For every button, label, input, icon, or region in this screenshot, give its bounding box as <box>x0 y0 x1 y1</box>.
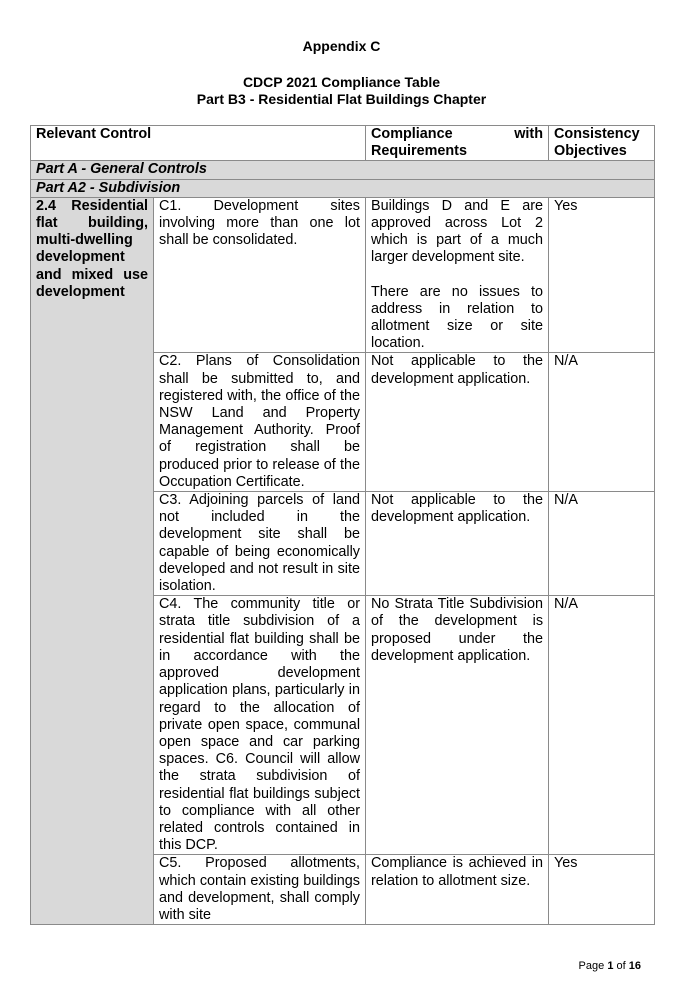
page-of: of <box>616 960 626 972</box>
table-row <box>31 197 655 353</box>
compliance-cell: Compliance is achieved in relation to allotment size. <box>366 855 549 925</box>
control-cell: C4. The community title or strata title subdivision of a residential flat building shall be in accordance with the approved development application plans, particularly in regard to the allocation of private open space, communal open space and car parking spaces. C6. Council will allow the strata subdivision of residential flat buildings subject to compliance with all other related controls contained in this DCP. <box>154 596 366 855</box>
control-group-label: 2.4 Residential flat building, multi-dwelling development and mixed use development <box>31 197 154 924</box>
document-subtitle: Part B3 - Residential Flat Buildings Chapter <box>196 91 487 107</box>
compliance-cell: No Strata Title Subdivision of the development is proposed under the development application. <box>366 596 549 855</box>
page-number <box>579 960 641 972</box>
document-title: CDCP 2021 Compliance Table <box>242 74 441 90</box>
control-cell: C5. Proposed allotments, which contain existing buildings and development, shall comply with site <box>154 855 366 925</box>
page-total: 16 <box>628 960 641 972</box>
table-header-row <box>31 126 655 161</box>
compliance-cell: Not applicable to the development application. <box>366 492 549 596</box>
objectives-cell: Yes <box>549 197 655 353</box>
control-cell: C1. Development sites involving more than one lot shall be consolidated. <box>154 197 366 353</box>
objectives-cell: Yes <box>549 855 655 925</box>
subsection-title: Part A2 - Subdivision <box>31 179 655 197</box>
objectives-cell: N/A <box>549 596 655 855</box>
compliance-text: Buildings D and E are approved across Lot 2 which is part of a much larger development site. <box>371 197 544 266</box>
document-header <box>0 38 683 108</box>
section-title: Part A - General Controls <box>31 161 655 179</box>
compliance-cell <box>366 197 549 353</box>
objectives-cell: N/A <box>549 492 655 596</box>
control-cell: C2. Plans of Consolidation shall be submitted to, and registered with, the office of the NSW Land and Property Management Authority. Proof of registration shall be produced prior to release of the Occupation Certificate. <box>154 353 366 492</box>
appendix-heading: Appendix C <box>302 38 381 54</box>
subsection-row <box>31 179 655 197</box>
section-row <box>31 161 655 179</box>
column-header-objectives: Consistency Objectives <box>549 126 655 161</box>
objectives-cell: N/A <box>549 353 655 492</box>
page-prefix: Page <box>578 960 605 972</box>
page-current: 1 <box>607 960 614 972</box>
control-cell: C3. Adjoining parcels of land not included in the development site shall be capable of being economically developed and not result in site isolation. <box>154 492 366 596</box>
column-header-control: Relevant Control <box>31 126 366 161</box>
column-header-compliance: Compliance with Requirements <box>366 126 549 161</box>
compliance-cell: Not applicable to the development application. <box>366 353 549 492</box>
compliance-table <box>30 125 655 925</box>
compliance-text: There are no issues to address in relation to allotment size or site location. <box>371 283 544 352</box>
